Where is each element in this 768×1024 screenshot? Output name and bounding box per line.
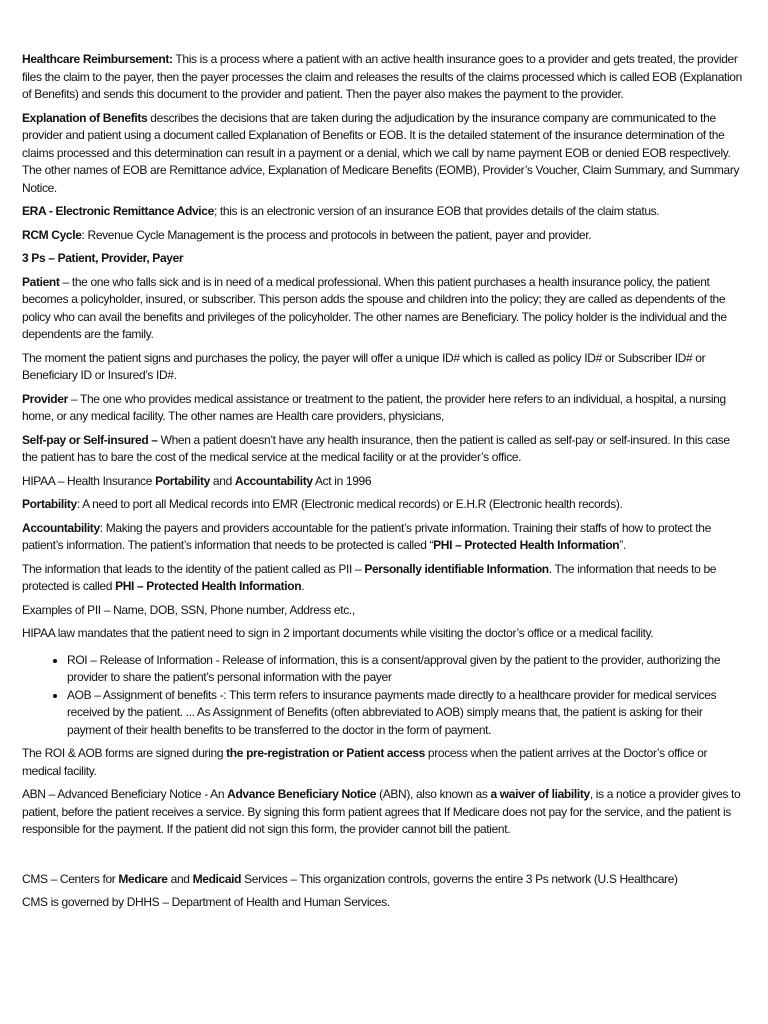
heading-3-ps xyxy=(22,250,746,268)
paragraph-era xyxy=(22,203,746,221)
paragraph-text: Services – This organization controls, governs the entire 3 Ps network (U.S Healthcare) xyxy=(241,871,678,886)
list-item-aob: • AOB – Assignment of benefits -: This term refers to insurance payments made directly to a healthcare provider for medical services received by the patient. ... As Assignment of Benefits (often abbreviated to AOB) simply means that, the patient is asking for their payment of their health benefits to be transferred to the doctor in the form of payment. xyxy=(67,687,746,740)
paragraph-text: When a patient doesn’t have any health insurance, then the patient is called as self-pay or self-insured. In this case the patient has to bare the cost of the medical service at the medical facility or at the provider’s office. xyxy=(22,432,730,464)
list-item-roi: • ROI – Release of Information - Release of information, this is a consent/approval given by the patient to the provider, authorizing the provider to share the patient’s personal information with the payer xyxy=(67,652,746,687)
paragraph-text: ; this is an electronic version of an insurance EOB that provides details of the claim status. xyxy=(213,204,660,218)
term-accountability: Accountability xyxy=(22,520,100,535)
term-portability: Portability xyxy=(155,473,210,488)
paragraph-text: – the one who falls sick and is in need of a medical professional. When this patient purchases a health insurance policy, the patient becomes a policyholder, insured, or subscriber. This person adds the spouse and children into the policy; they are called as dependents of the policy who can avail the benefits and privileges of the policyholder. The other names are Beneficiary. The policy holder is the individual and the dependents are the family. xyxy=(22,274,727,341)
paragraph-text: Examples of PII – Name, DOB, SSN, Phone number, Address etc., xyxy=(22,602,355,617)
paragraph-text: (ABN), also known as xyxy=(376,787,491,801)
term-patient: Patient xyxy=(22,274,60,289)
term-medicaid: Medicaid xyxy=(192,871,242,886)
paragraph-portability xyxy=(22,496,746,514)
paragraph-text: CMS is governed by DHHS – Department of Health and Human Services. xyxy=(22,895,390,909)
paragraph-accountability xyxy=(22,520,746,555)
paragraph-hipaa xyxy=(22,473,746,491)
term-self-pay: Self-pay or Self-insured – xyxy=(22,432,158,447)
paragraph-policy-id xyxy=(22,350,746,385)
paragraph-self-pay xyxy=(22,432,746,467)
paragraph-healthcare-reimbursement xyxy=(22,51,746,104)
term-pre-registration: the pre-registration or Patient access xyxy=(226,746,425,760)
term-provider: Provider xyxy=(22,391,68,406)
paragraph-dhhs xyxy=(22,894,746,912)
paragraph-text: : Revenue Cycle Management is the process and protocols in between the patient, payer and provider. xyxy=(81,227,592,242)
term-accountability: Accountability xyxy=(234,473,313,488)
paragraph-text: CMS – Centers for xyxy=(22,871,119,886)
paragraph-text: . xyxy=(301,579,305,593)
paragraph-text: ABN – Advanced Beneficiary Notice - An xyxy=(22,787,228,801)
bullet-list xyxy=(22,652,746,740)
paragraph-text: Act in 1996 xyxy=(312,473,372,488)
paragraph-text: , is a notice a provider gives to patient, before the patient receives a service. By signing this form patient agrees that If Medicare does not pay for the service, and the patient is responsible for the payment. If the patient did not sign this form, the provider cannot bill the patient. xyxy=(22,787,741,836)
paragraph-text: The information that leads to the identity of the patient called as PII – xyxy=(22,561,365,576)
paragraph-text: The moment the patient signs and purchases the policy, the payer will offer a unique ID# which is called as policy ID# or Subscriber ID# or Beneficiary ID or Insured’s ID#. xyxy=(22,350,706,382)
term-pii: Personally identifiable Information xyxy=(364,561,549,576)
paragraph-text: describes the decisions that are taken during the adjudication by the insurance company are communicated to the provider and patient using a document called Explanation of Benefits or EOB. It is the detailed statement of the insurance determination of the claims processed and this determination can result in a payment or a denial, which we call by name payment EOB or denied EOB respectively. The other names of EOB are Remittance advice, Explanation of Medicare Benefits (EOMB), Provider’s Voucher, Claim Summary, and Summary Notice. xyxy=(22,110,740,195)
term-phi: PHI – Protected Health Information xyxy=(115,579,302,593)
paragraph-rcm-cycle xyxy=(22,227,746,245)
paragraph-text: . The information that needs to be protected is called xyxy=(22,561,717,593)
paragraph-roi-aob-forms xyxy=(22,745,746,780)
heading-3-ps-text: 3 Ps – Patient, Provider, Payer xyxy=(22,251,184,265)
term-era: ERA - Electronic Remittance Advice xyxy=(22,204,214,218)
paragraph-text: The ROI & AOB forms are signed during xyxy=(22,746,227,760)
term-advance-beneficiary-notice: Advance Beneficiary Notice xyxy=(227,787,377,801)
blank-line xyxy=(22,845,746,871)
paragraph-text: : A need to port all Medical records into EMR (Electronic medical records) or E.H.R (Electronic health records). xyxy=(76,497,623,511)
term-explanation-of-benefits: Explanation of Benefits xyxy=(22,110,148,125)
term-medicare: Medicare xyxy=(118,871,168,886)
paragraph-provider xyxy=(22,391,746,426)
term-rcm-cycle: RCM Cycle xyxy=(22,227,82,242)
paragraph-pii xyxy=(22,561,746,596)
paragraph-pii-examples xyxy=(22,602,746,620)
paragraph-cms xyxy=(22,871,746,889)
paragraph-text: process when the patient arrives at the Doctor’s office or medical facility. xyxy=(22,746,708,778)
paragraph-patient xyxy=(22,274,746,344)
paragraph-text: ”. xyxy=(619,538,626,552)
paragraph-text: and xyxy=(167,871,193,886)
term-phi: PHI – Protected Health Information xyxy=(433,538,620,552)
paragraph-text: – The one who provides medical assistance or treatment to the patient, the provider here refers to an individual, a hospital, a nursing home, or any medical facility. The other names are Health care providers, physicians, xyxy=(22,391,726,423)
term-waiver-of-liability: a waiver of liability xyxy=(490,787,590,801)
paragraph-abn xyxy=(22,786,746,839)
paragraph-text: HIPAA – Health Insurance xyxy=(22,473,156,488)
paragraph-explanation-of-benefits xyxy=(22,110,746,198)
paragraph-hipaa-mandate xyxy=(22,625,746,643)
term-portability: Portability xyxy=(22,497,77,511)
paragraph-text: and xyxy=(209,473,235,488)
paragraph-text: This is a process where a patient with an active health insurance goes to a provider and gets treated, the provider files the claim to the payer, then the payer processes the claim and releases the results of the claims processed which is called EOB (Explanation of Benefits) and sends this document to the provider and patient. Then the payer also makes the payment to the provider. xyxy=(22,52,742,101)
paragraph-text: HIPAA law mandates that the patient need to sign in 2 important documents while visiting the doctor’s office or a medical facility. xyxy=(22,626,654,640)
paragraph-text: : Making the payers and providers accountable for the patient’s private information. Training their staffs of how to protect the patient’s information. The patient’s information that needs to be protected is called “ xyxy=(22,520,711,552)
term-healthcare-reimbursement: Healthcare Reimbursement: xyxy=(22,52,173,66)
